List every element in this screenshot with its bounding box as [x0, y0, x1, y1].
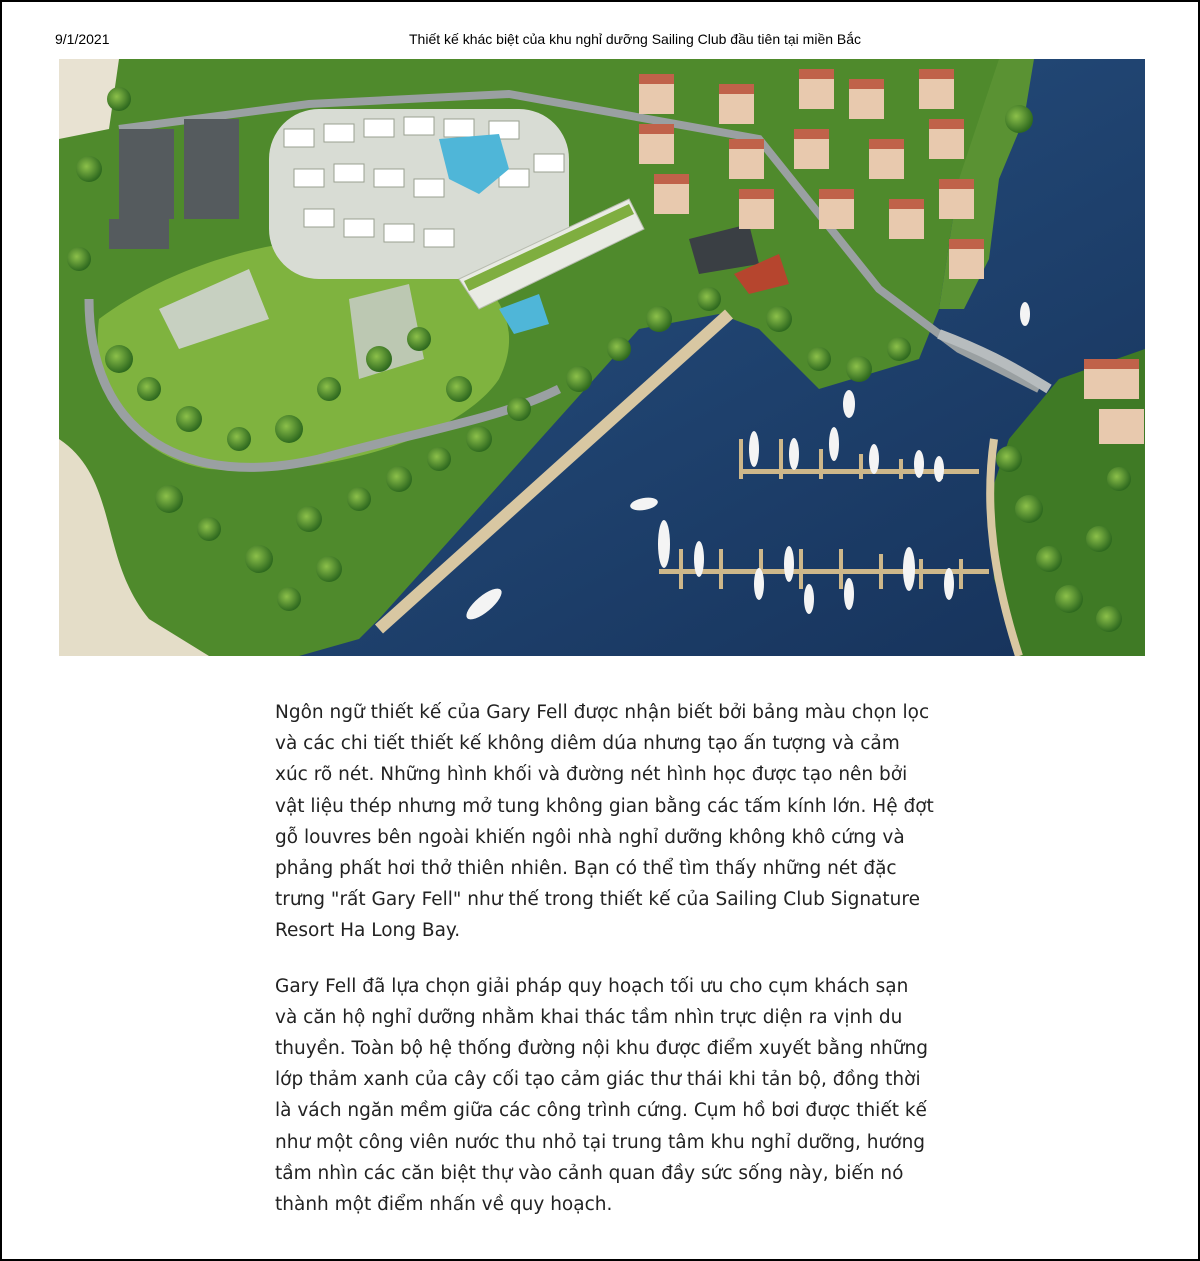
article-paragraph: Ngôn ngữ thiết kế của Gary Fell được nhận biết bởi bảng màu chọn lọc và các chi tiết thiết kế không diêm dúa nhưng tạo ấn tượng và cảm xúc rõ nét. Những hình khối và đường nét hình học được tạo nên bởi vật liệu thép nhưng mở tung không gian bằng các tấm kính lớn. Hệ đợt gỗ louvres bên ngoài khiến ngôi nhà nghỉ dưỡng không khô cứng và phảng phất hơi thở thiên nhiên. Bạn có thể tìm thấy những nét đặc trưng "rất Gary Fell" như thế trong thiết kế của Sailing Club Signature Resort Ha Long Bay. — [275, 702, 934, 942]
article-paragraph: Gary Fell đã lựa chọn giải pháp quy hoạch tối ưu cho cụm khách sạn và căn hộ nghỉ dưỡng nhằm khai thác tầm nhìn trực diện ra vịnh du thuyền. Toàn bộ hệ thống đường nội khu được điểm xuyết bằng những lớp thảm xanh của cây cối tạo cảm giác thư thái khi tản bộ, đồng thời là vách ngăn mềm giữa các công trình cứng. Cụm hồ bơi được thiết kế như một công viên nước thu nhỏ tại trung tâm khu nghỉ dưỡng, hướng tầm nhìn các căn biệt thự vào cảnh quan đầy sức sống này, biến nó thành một điểm nhấn về quy hoạch. — [275, 975, 928, 1216]
print-header — [0, 31, 1200, 51]
article-body — [275, 697, 935, 1244]
resort-aerial-illustration — [59, 59, 1145, 656]
print-date: 9/1/2021 — [55, 31, 110, 47]
print-title: Thiết kế khác biệt của khu nghỉ dưỡng Sailing Club đầu tiên tại miền Bắc — [409, 31, 862, 47]
resort-aerial-image — [59, 59, 1145, 656]
